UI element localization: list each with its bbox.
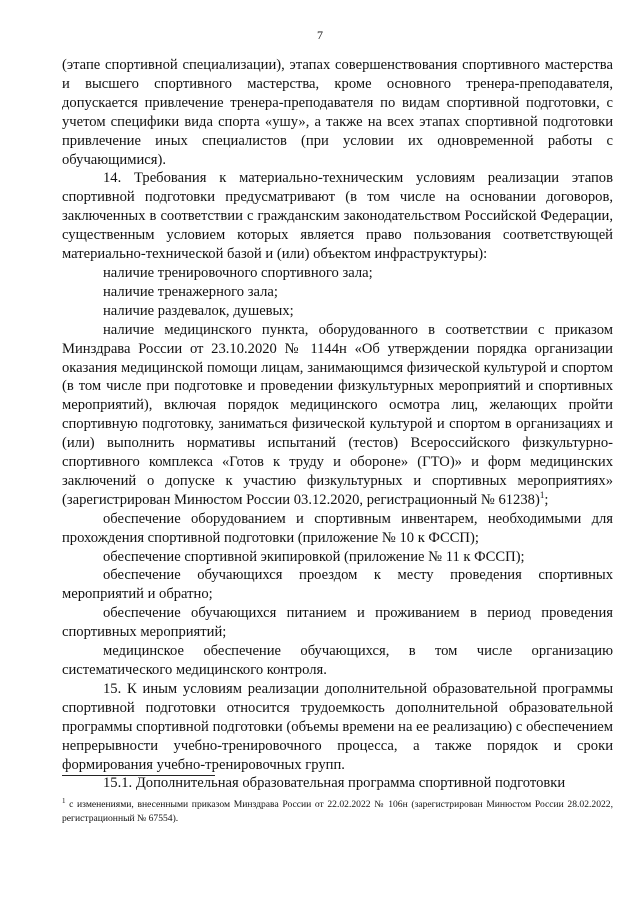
footnote-divider — [62, 775, 215, 776]
document-body — [62, 56, 613, 793]
page-number: 7 — [317, 28, 323, 42]
paragraph-15-1: 15.1. Дополнительная образовательная программа спортивной подготовки — [103, 775, 566, 792]
footnote-text: с изменениями, внесенными приказом Минздрава России от 22.02.2022 № 106н (зарегистрирован Минюстом России 28.02.2022, регистрационный № 67554). — [62, 799, 613, 825]
list-item-medical-point — [62, 321, 613, 510]
list-item: обеспечение обучающихся питанием и проживанием в период проведения спортивных мероприятий; — [62, 605, 613, 641]
list-item: наличие раздевалок, душевых; — [103, 302, 294, 319]
list-item: обеспечение обучающихся проездом к месту проведения спортивных мероприятий и обратно; — [62, 567, 613, 603]
list-item: наличие тренировочного спортивного зала; — [103, 264, 373, 281]
footnote-marker: 1 — [539, 489, 545, 500]
list-item: наличие тренажерного зала; — [103, 283, 278, 300]
paragraph-1: (этапе спортивной специализации), этапах совершенствования спортивного мастерства и высшего спортивного мастерства, кроме основного тренера-преподавателя, допускается привлечение тренера-преподавателя по видам спортивной подготовки, с учетом специфики вида спорта «ушу», а также на всех этапах спортивной подготовки привлечение иных специалистов (при условии их одновременной работы с обучающимися). — [62, 57, 613, 168]
list-item-text: наличие медицинского пункта, оборудованного в соответствии с приказом Минздрава России от 23.10.2020 № 1144н «Об утверждении порядка организации оказания медицинской помощи лицам, занимающимся физической культурой и спортом (в том числе при подготовке и проведении физкультурных мероприятий и спортивных мероприятий), включая порядок медицинского осмотра лиц, желающих пройти спортивную подготовку, заниматься физической культурой и спортом в организациях и (или) выполнить нормативы испытаний (тестов) Всероссийского физкультурно-спортивного комплекса «Готов к труду и обороне» (ГТО)» и форм медицинских заключений о допуске к участию физкультурных и спортивных мероприятиях» (зарегистрирован Минюстом России 03.12.2020, регистрационный № 61238) — [62, 321, 613, 508]
paragraph-15: 15. К иным условиям реализации дополнительной образовательной программы спортивной подготовки относится трудоемкость дополнительной образовательной программы спортивной подготовки (объемы времени на ее реализацию) с обеспечением непрерывности учебно-тренировочного процесса, а также порядок и сроки формирования учебно-тренировочных групп. — [62, 680, 613, 773]
paragraph-14: 14. Требования к материально-техническим условиям реализации этапов спортивной подготовки предусматривают (в том числе на основании договоров, заключенных в соответствии с гражданским законодательством Российской Федерации, существенным условием которых является право пользования соответствующей материально-технической базой и (или) объектом инфраструктуры): — [62, 170, 613, 263]
footnote-marker: 1 — [62, 797, 66, 805]
list-item: обеспечение оборудованием и спортивным инвентарем, необходимыми для прохождения спортивной подготовки (приложение № 10 к ФССП); — [62, 510, 613, 546]
list-item-tail: ; — [544, 491, 549, 508]
footnote — [62, 794, 613, 826]
list-item: медицинское обеспечение обучающихся, в том числе организацию систематического медицинского контроля. — [62, 643, 613, 678]
list-item: обеспечение спортивной экипировкой (приложение № 11 к ФССП); — [103, 548, 525, 565]
